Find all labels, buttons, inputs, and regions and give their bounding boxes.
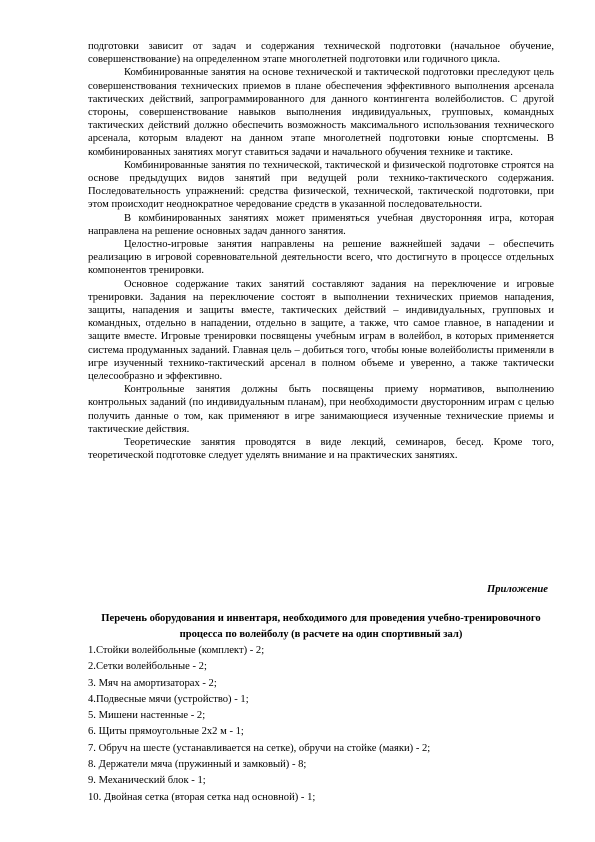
list-item: 3. Мяч на амортизаторах - 2; [88, 677, 217, 689]
body-text [88, 40, 554, 463]
list-item: 8. Держатели мяча (пружинный и замковый) - 8; [88, 759, 307, 771]
equipment-list [88, 643, 554, 806]
paragraph-3: Комбинированные занятия по технической, тактической и физической подготовке строятся на основе предыдущих видов занятий при ведущей роли технико-тактического содержания. Последовательность упражнений: средства физической, технической, тактической подготовки, при этом происходит неоднократное чередование средств в указанной последовательности. [88, 159, 554, 211]
paragraph-2: Комбинированные занятия на основе технической и тактической подготовки преследуют цель совершенствования технических приемов в плане обеспечения эффективного выполнения арсенала тактических действий, запрограммированного для данного контингента волейболистов. С другой стороны, совершенствование навыков выполнения индивидуальных, групповых, командных тактических действий должно обеспечить возможность максимального использования технического арсенала, которым владеют на данном этапе многолетней подготовки юные спортсмены. В комбинированных занятиях могут ставиться задачи и начального обучения технике и тактике. [88, 67, 554, 158]
paragraph-4: В комбинированных занятиях может применяться учебная двусторонняя игра, которая направлена на решение основных задач данного занятия. [88, 212, 554, 237]
list-item: 4.Подвесные мячи (устройство) - 1; [88, 693, 249, 705]
list-item: 10. Двойная сетка (вторая сетка над основной) - 1; [88, 791, 316, 803]
list-item: 9. Механический блок - 1; [88, 775, 206, 787]
list-item: 5. Мишени настенные - 2; [88, 710, 206, 722]
list-item: 1.Стойки волейбольные (комплект) - 2; [88, 645, 265, 656]
list-item: 7. Обруч на шесте (устанавливается на сетке), обручи на стойке (маяки) - 2; [88, 742, 431, 754]
paragraph-8: Теоретические занятия проводятся в виде лекций, семинаров, бесед. Кроме того, теоретической подготовке следует уделять внимание и на практических занятиях. [88, 437, 554, 462]
list-item: 6. Щиты прямоугольные 2х2 м - 1; [88, 726, 244, 738]
paragraph-5: Целостно-игровые занятия направлены на решение важнейшей задачи – обеспечить реализацию в игровой соревновательной деятельности всего, что достигнуто в процессе отдельных компонентов тренировки. [88, 239, 554, 277]
equipment-list-title: Перечень оборудования и инвентаря, необходимого для проведения учебно-тренировочного процесса по волейболу (в расчете на один спортивный зал) [101, 613, 541, 640]
paragraph-1: подготовки зависит от задач и содержания технической подготовки (начальное обучение, совершенствование) на определенном этапе многолетней подготовки или годичного цикла. [88, 41, 554, 66]
appendix-label: Приложение [486, 584, 548, 595]
paragraph-7: Контрольные занятия должны быть посвящены приему нормативов, выполнению контрольных заданий (по индивидуальным планам), при необходимости двусторонним играм с целью получить данные о том, как применяют в игре занимающиеся изученные технические приемы и тактические действия. [88, 384, 554, 435]
list-item: 2.Сетки волейбольные - 2; [88, 661, 207, 673]
paragraph-6: Основное содержание таких занятий составляют задания на переключение и игровые тренировки. Задания на переключение состоят в выполнении технических приемов нападения, защиты, нападения и защиты вместе, тактических действий – индивидуальных, групповых и командных, отдельно в нападении, отдельно в защите, а также, что самое главное, в нападении и защите вместе. Игровые тренировки посвящены учебным играм в волейбол, в которых применяется система продуманных заданий. Главная цель – добиться того, чтобы юные волейболисты применяли в игре изученный технико-тактический арсенал в полном объеме и уверенно, а также тактически целесообразно и эффективно. [88, 278, 554, 383]
